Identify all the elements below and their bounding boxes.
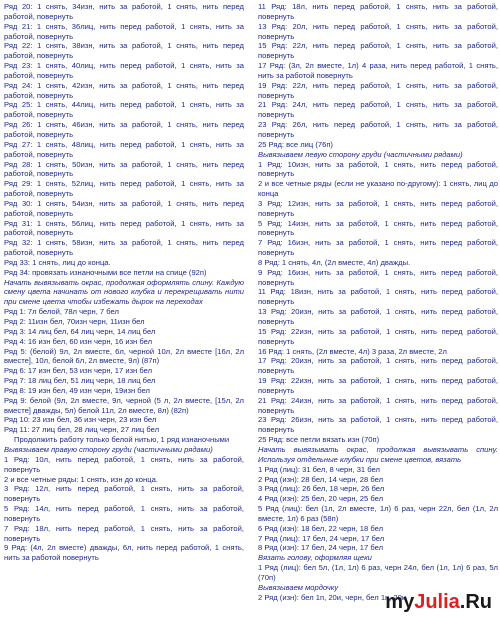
instruction-line: Вязать голову, оформляя щеки xyxy=(258,553,372,563)
instruction-line: Ряд 34: провязать изнаночными все петли на спице (92п) xyxy=(4,267,207,277)
right-column xyxy=(258,2,498,602)
instruction-line: 13 Ряд: 20л, нить перед работой, 1 снять, нить за работой, повернуть xyxy=(258,21,498,41)
instruction-line: 11 Ряд: 18изн, нить за работой, 1 снять, нить перед работой, повернуть xyxy=(258,287,498,307)
instruction-line: 21 Ряд: 24изн, нить за работой, 1 снять, нить перед работой, повернуть xyxy=(258,395,498,415)
instruction-line: 23 Ряд: 26изн, нить за работой, 1 снять, нить перед работой, повернуть xyxy=(258,415,498,435)
instruction-line: 2 и все четные ряды (если не указано по-другому): 1 снять, лиц до конца xyxy=(258,179,498,199)
instruction-line: 21 Ряд: 24л, нить перед работой, 1 снять, нить за работой, повернуть xyxy=(258,100,498,120)
instruction-line: 25 Ряд: все лиц (76п) xyxy=(258,139,333,149)
instruction-line: Начать вывязывать окрас, продолжая оформлять спину. Каждую смену цвета начинать от нового клубка и перекрещивать нити при смене цвета чтобы избежать дырок на переходах xyxy=(4,277,244,307)
instruction-line: 8 Ряд (изн): 17 бел, 24 черн, 17 бел xyxy=(258,543,384,553)
instruction-line: 15 Ряд: 22л, нить перед работой, 1 снять, нить за работой, повернуть xyxy=(258,41,498,61)
instruction-line: 25 Ряд: все петли вязать изн (70п) xyxy=(258,435,380,445)
instruction-line: Ряд 28: 1 снять, 50изн, нить за работой, 1 снять, нить перед работой, повернуть xyxy=(4,159,244,179)
instruction-line: 7 Ряд: 16изн, нить за работой, 1 снять, нить перед работой, повернуть xyxy=(258,238,498,258)
logo-suffix: .Ru xyxy=(459,591,492,613)
instruction-line: 1 Ряд (лиц): 31 бел, 8 черн, 31 бел xyxy=(258,464,380,474)
instruction-line: Ряд 25: 1 снять, 44лиц, нить перед работой, 1 снять, нить за работой, повернуть xyxy=(4,100,244,120)
logo-prefix: my xyxy=(385,591,415,613)
logo-brand: Julia xyxy=(414,591,460,613)
instruction-line: Ряд 5: (белой) 9л, 2л вместе, 6л, черной 10л, 2л вместе [16л, 2л вместе], 10л, белой 6л, 2л вместе, 9л) (87п) xyxy=(4,346,244,366)
instruction-line: Вывязываем мордочку xyxy=(258,582,339,592)
left-column xyxy=(4,2,244,563)
instruction-line: 2 и все четные ряды: 1 снять, изн до конца. xyxy=(4,474,158,484)
instruction-line: 19 Ряд: 22л, нить перед работой, 1 снять, нить за работой, повернуть xyxy=(258,80,498,100)
instruction-line: 7 Ряд: 18л, нить перед работой, 1 снять, нить за работой, повернуть xyxy=(4,523,244,543)
instruction-line: Ряд 6: 17 изн бел, 53 изн черн, 17 изн бел xyxy=(4,366,153,376)
instruction-line: 3 Ряд: 12изн, нить за работой, 1 снять, нить перед работой, повернуть xyxy=(258,198,498,218)
instruction-line: Ряд 7: 18 лиц бел, 51 лиц черн, 18 лиц бел xyxy=(4,376,156,386)
instruction-line: Ряд 4: 16 изн бел, 60 изн черн, 16 изн бел xyxy=(4,336,153,346)
instruction-line: Ряд 26: 1 снять, 46изн, нить за работой, 1 снять, нить перед работой, повернуть xyxy=(4,120,244,139)
instruction-line: Ряд 10: 23 изн бел, 36 изн черн, 23 изн бел xyxy=(4,415,157,425)
instruction-line: 5 Ряд: 14изн, нить за работой, 1 снять, нить перед работой, повернуть xyxy=(258,218,498,238)
instruction-line: 6 Ряд (изн): 18 бел, 22 черн, 18 бел xyxy=(258,523,384,533)
instruction-line: 3 Ряд: 12л, нить перед работой, 1 снять, нить за работой, повернуть xyxy=(4,484,244,504)
instruction-line: 1 Ряд: 10изн, нить за работой, 1 снять, нить перед работой, повернуть xyxy=(258,159,498,179)
instruction-line: 7 Ряд (лиц): 17 бел, 24 черн, 17 бел xyxy=(258,533,385,543)
instruction-line: Ряд 9: белой (9л, 2л вместе, 9л, черной (5 л, 2л вместе, [15л, 2л вместе] дважды, 5л) белой 11л, 2л вместе, 8л) (82п) xyxy=(4,395,244,415)
instruction-line: 17 Ряд: (3л, 2л вместе, 1л) 4 раза, нить перед работой, 1 снять, нить за работой повернуть xyxy=(258,61,498,80)
instruction-line: 17 Ряд: 20изн, нить за работой, 1 снять, нить перед работой, повернуть xyxy=(258,356,498,376)
instruction-line: 9 Ряд: (4л, 2л вместе) дважды, 6л, нить перед работой, 1 снять, нить за работой повернуть xyxy=(4,543,244,563)
instruction-line: 1 Ряд: 10л, нить перед работой, 1 снять, нить за работой, повернуть xyxy=(4,454,244,474)
instruction-line: 4 Ряд (изн): 25 бел, 20 черн, 25 бел xyxy=(258,494,384,504)
instruction-line: Ряд 33: 1 снять, лиц до конца. xyxy=(4,257,111,267)
instruction-line: Ряд 1: 7л белой, 78л черн, 7 бел xyxy=(4,307,119,317)
instruction-line: 23 Ряд: 26л, нить перед работой, 1 снять, нить за работой, повернуть xyxy=(258,120,498,139)
instruction-line: Вывязываем левую сторону груди (частичными рядами) xyxy=(258,149,463,159)
instruction-line: Ряд 11: 27 лиц бел, 28 лиц черн, 27 лиц бел xyxy=(4,425,159,435)
instruction-line: 5 Ряд (лиц): бел (1л, 2л вместе, 1л) 6 раз, черн 22л, бел (1л, 2л вместе, 1л) 6 раз (58п) xyxy=(258,504,498,523)
instruction-line: Ряд 22: 1 снять, 38изн, нить за работой, 1 снять, нить перед работой, повернуть xyxy=(4,41,244,61)
instruction-line: Ряд 23: 1 снять, 40лиц, нить перед работой, 1 снять, нить за работой, повернуть xyxy=(4,61,244,80)
instruction-line: 16 Ряд: 1 снять, (2л вместе, 4л) 3 раза, 2л вместе, 2л xyxy=(258,346,447,356)
instruction-line: Вывязываем правую сторону груди (частичными рядами) xyxy=(4,444,213,454)
instruction-line: 8 Ряд: 1 снять, 4л, (2л вместе, 4л) дважды. xyxy=(258,257,411,267)
site-logo[interactable] xyxy=(385,591,492,614)
instruction-line: 2 Ряд (изн): 28 бел, 14 черн, 28 бел xyxy=(258,474,384,484)
instruction-line: Ряд 31: 1 снять, 56лиц, нить перед работой, 1 снять, нить за работой, повернуть xyxy=(4,218,244,238)
instruction-line: Ряд 21: 1 снять, 36лиц, нить перед работой, 1 снять, нить за работой, повернуть xyxy=(4,21,244,41)
instruction-line: 11 Ряд: 18л, нить перед работой, 1 снять, нить за работой, повернуть xyxy=(258,2,498,21)
instruction-line: 3 Ряд (лиц): 26 бел, 18 черн, 26 бел xyxy=(258,484,385,494)
instruction-line: Ряд 24: 1 снять, 42изн, нить за работой, 1 снять, нить перед работой, повернуть xyxy=(4,80,244,100)
instruction-line: 13 Ряд: 20изн, нить за работой, 1 снять, нить перед работой, повернуть xyxy=(258,307,498,326)
instruction-line: Ряд 30: 1 снять, 54изн, нить за работой, 1 снять, нить перед работой, повернуть xyxy=(4,198,244,218)
instruction-line: Ряд 2: 11изн бел, 70изн черн, 11изн бел xyxy=(4,317,145,326)
instruction-line: Ряд 29: 1 снять, 52лиц, нить перед работой, 1 снять, нить за работой, повернуть xyxy=(4,179,244,199)
instruction-line: Продолжить работу только белой нитью, 1 ряд изнаночными xyxy=(14,435,230,445)
instruction-line: 1 Ряд (лиц): бел 5л, (1л, 1л) 6 раз, черн 24л, бел (1л, 1л) 6 раз, 5л (70п) xyxy=(258,563,498,582)
instruction-line: Начать вывязывать окрас, продолжая вывязывать спину. Используя отдельные клубки при смене цветов, вязать xyxy=(258,444,498,464)
instruction-line: 2 Ряд (изн): бел 1п, 20и, черн, бел 1п, 20и xyxy=(258,592,407,602)
instruction-line: Ряд 8: 19 изн бел, 49 изн черн, 19изн бел xyxy=(4,385,150,395)
instruction-line: 19 Ряд: 22изн, нить за работой, 1 снять, нить перед работой, повернуть xyxy=(258,376,498,395)
instruction-line: Ряд 3: 14 лиц бел, 64 лиц черн, 14 лиц бел xyxy=(4,326,156,336)
instruction-line: 5 Ряд: 14л, нить перед работой, 1 снять, нить за работой, повернуть xyxy=(4,504,244,523)
instruction-line: 9 Ряд: 16изн, нить за работой, 1 снять, нить перед работой, повернуть xyxy=(258,267,498,287)
instruction-line: 15 Ряд: 22изн, нить за работой, 1 снять, нить перед работой, повернуть xyxy=(258,326,498,346)
instruction-line: Ряд 20: 1 снять, 34изн, нить за работой, 1 снять, нить перед работой, повернуть xyxy=(4,2,244,21)
instruction-line: Ряд 27: 1 снять, 48лиц, нить перед работой, 1 снять, нить за работой, повернуть xyxy=(4,139,244,159)
instruction-line: Ряд 32: 1 снять, 58изн, нить за работой, 1 снять, нить перед работой, повернуть xyxy=(4,238,244,258)
